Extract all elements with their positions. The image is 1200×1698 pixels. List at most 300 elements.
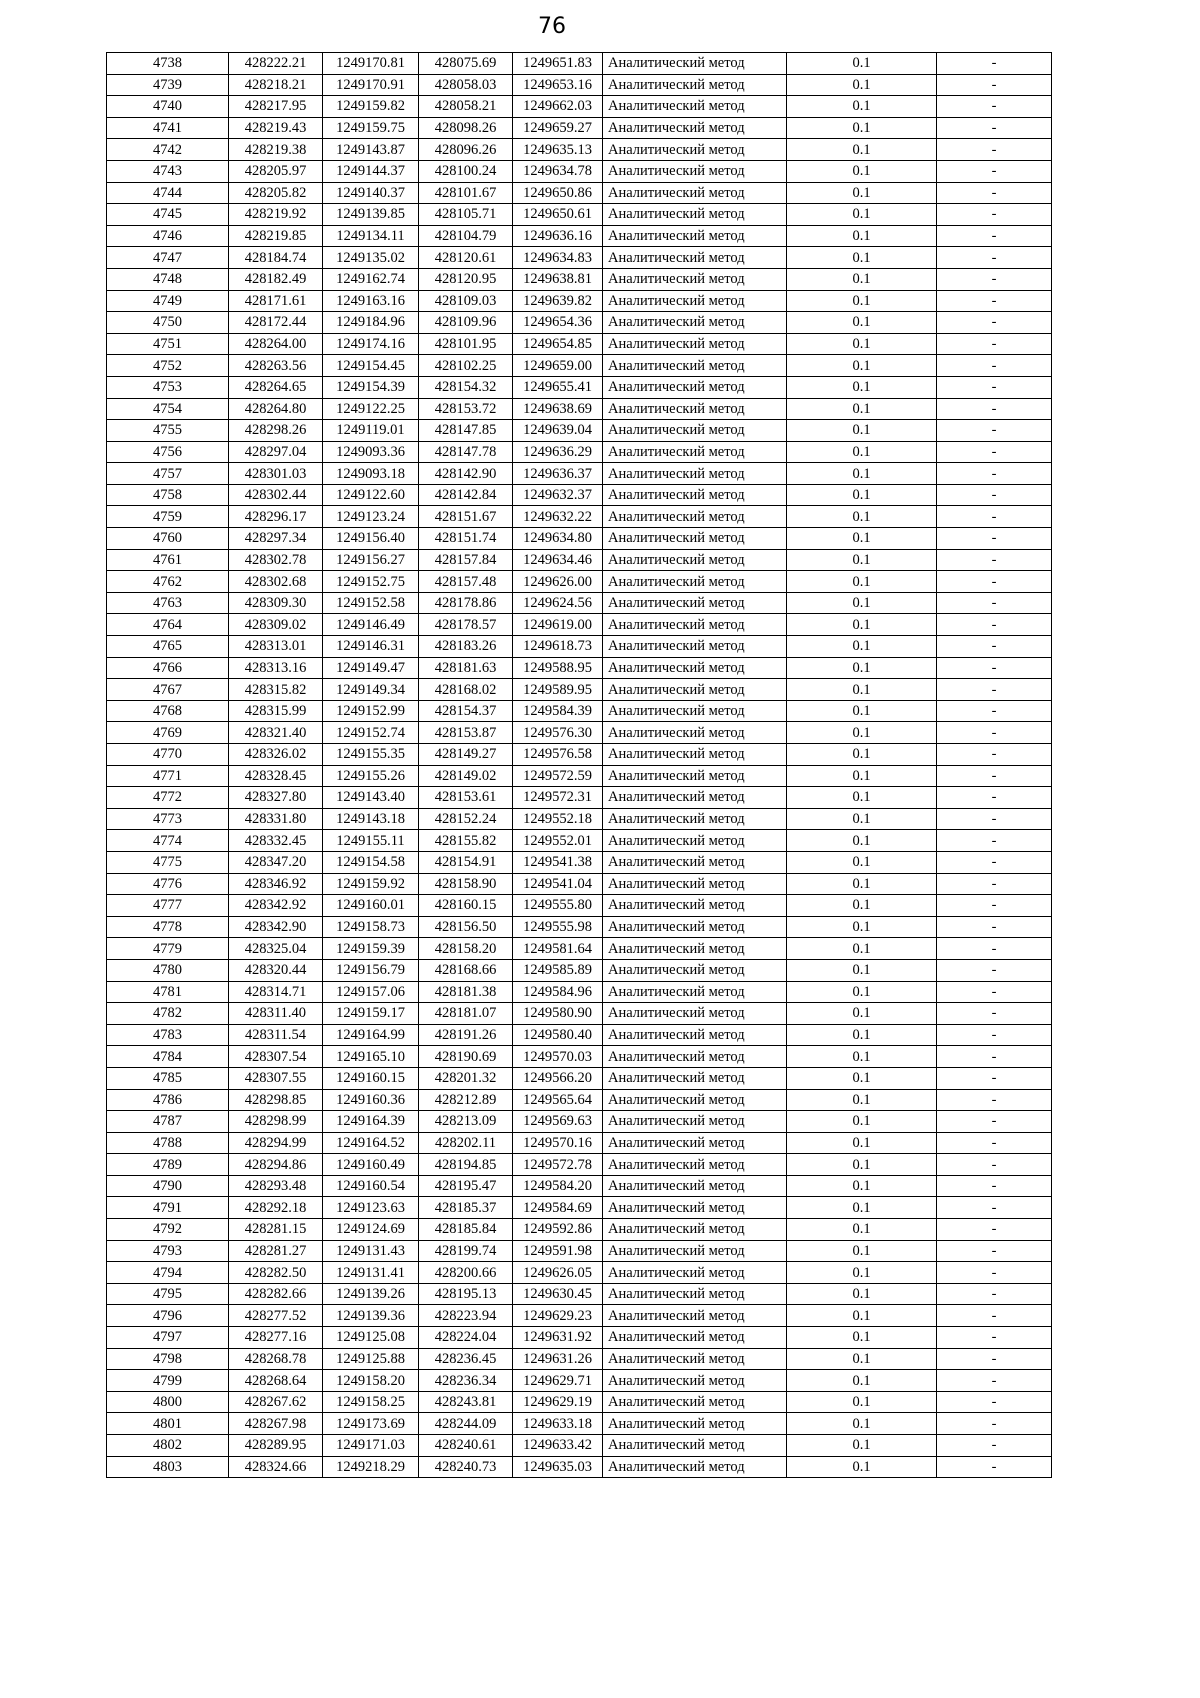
x1-cell: 428219.38	[229, 139, 323, 161]
accuracy-cell: 0.1	[787, 1219, 937, 1241]
method-cell: Аналитический метод	[603, 420, 787, 442]
table-row	[107, 1262, 1052, 1284]
y1-cell: 1249143.40	[323, 787, 419, 809]
x1-cell: 428293.48	[229, 1175, 323, 1197]
method-cell: Аналитический метод	[603, 247, 787, 269]
note-cell: -	[937, 225, 1052, 247]
y2-cell: 1249634.78	[513, 160, 603, 182]
y2-cell: 1249552.01	[513, 830, 603, 852]
x1-cell: 428297.34	[229, 528, 323, 550]
method-cell: Аналитический метод	[603, 53, 787, 75]
y1-cell: 1249155.35	[323, 744, 419, 766]
y2-cell: 1249580.90	[513, 1003, 603, 1025]
note-cell: -	[937, 1003, 1052, 1025]
point-number-cell: 4744	[107, 182, 229, 204]
x2-cell: 428200.66	[419, 1262, 513, 1284]
note-cell: -	[937, 981, 1052, 1003]
y1-cell: 1249157.06	[323, 981, 419, 1003]
y1-cell: 1249156.79	[323, 959, 419, 981]
table-row	[107, 463, 1052, 485]
table-row	[107, 1067, 1052, 1089]
accuracy-cell: 0.1	[787, 1435, 937, 1457]
table-row	[107, 204, 1052, 226]
x2-cell: 428201.32	[419, 1067, 513, 1089]
x2-cell: 428104.79	[419, 225, 513, 247]
note-cell: -	[937, 268, 1052, 290]
note-cell: -	[937, 959, 1052, 981]
note-cell: -	[937, 1175, 1052, 1197]
point-number-cell: 4802	[107, 1435, 229, 1457]
accuracy-cell: 0.1	[787, 571, 937, 593]
point-number-cell: 4788	[107, 1132, 229, 1154]
y2-cell: 1249581.64	[513, 938, 603, 960]
note-cell: -	[937, 873, 1052, 895]
table-row	[107, 938, 1052, 960]
table-row	[107, 916, 1052, 938]
point-number-cell: 4772	[107, 787, 229, 809]
y2-cell: 1249650.61	[513, 204, 603, 226]
accuracy-cell: 0.1	[787, 484, 937, 506]
accuracy-cell: 0.1	[787, 225, 937, 247]
y2-cell: 1249632.37	[513, 484, 603, 506]
accuracy-cell: 0.1	[787, 873, 937, 895]
x1-cell: 428346.92	[229, 873, 323, 895]
y1-cell: 1249163.16	[323, 290, 419, 312]
y2-cell: 1249659.00	[513, 355, 603, 377]
note-cell: -	[937, 1240, 1052, 1262]
y2-cell: 1249650.86	[513, 182, 603, 204]
accuracy-cell: 0.1	[787, 1327, 937, 1349]
y1-cell: 1249152.74	[323, 722, 419, 744]
x2-cell: 428120.95	[419, 268, 513, 290]
y1-cell: 1249124.69	[323, 1219, 419, 1241]
method-cell: Аналитический метод	[603, 787, 787, 809]
x1-cell: 428264.65	[229, 376, 323, 398]
y2-cell: 1249541.04	[513, 873, 603, 895]
y1-cell: 1249093.36	[323, 441, 419, 463]
y2-cell: 1249565.64	[513, 1089, 603, 1111]
note-cell: -	[937, 657, 1052, 679]
y1-cell: 1249143.87	[323, 139, 419, 161]
point-number-cell: 4791	[107, 1197, 229, 1219]
x2-cell: 428236.45	[419, 1348, 513, 1370]
x2-cell: 428199.74	[419, 1240, 513, 1262]
table-row	[107, 528, 1052, 550]
method-cell: Аналитический метод	[603, 830, 787, 852]
x2-cell: 428158.90	[419, 873, 513, 895]
y2-cell: 1249584.69	[513, 1197, 603, 1219]
method-cell: Аналитический метод	[603, 1240, 787, 1262]
y2-cell: 1249634.83	[513, 247, 603, 269]
method-cell: Аналитический метод	[603, 636, 787, 658]
y1-cell: 1249158.20	[323, 1370, 419, 1392]
accuracy-cell: 0.1	[787, 549, 937, 571]
method-cell: Аналитический метод	[603, 96, 787, 118]
x2-cell: 428224.04	[419, 1327, 513, 1349]
x1-cell: 428263.56	[229, 355, 323, 377]
y2-cell: 1249634.46	[513, 549, 603, 571]
table-row	[107, 679, 1052, 701]
note-cell: -	[937, 1370, 1052, 1392]
method-cell: Аналитический метод	[603, 657, 787, 679]
point-number-cell: 4771	[107, 765, 229, 787]
y1-cell: 1249170.81	[323, 53, 419, 75]
accuracy-cell: 0.1	[787, 1262, 937, 1284]
x2-cell: 428109.03	[419, 290, 513, 312]
point-number-cell: 4778	[107, 916, 229, 938]
y2-cell: 1249618.73	[513, 636, 603, 658]
table-row	[107, 744, 1052, 766]
method-cell: Аналитический метод	[603, 808, 787, 830]
accuracy-cell: 0.1	[787, 592, 937, 614]
point-number-cell: 4748	[107, 268, 229, 290]
y1-cell: 1249170.91	[323, 74, 419, 96]
x2-cell: 428185.37	[419, 1197, 513, 1219]
y1-cell: 1249159.17	[323, 1003, 419, 1025]
table-row	[107, 787, 1052, 809]
point-number-cell: 4755	[107, 420, 229, 442]
y2-cell: 1249584.96	[513, 981, 603, 1003]
accuracy-cell: 0.1	[787, 268, 937, 290]
y2-cell: 1249555.98	[513, 916, 603, 938]
note-cell: -	[937, 1435, 1052, 1457]
point-number-cell: 4790	[107, 1175, 229, 1197]
method-cell: Аналитический метод	[603, 1413, 787, 1435]
table-row	[107, 376, 1052, 398]
accuracy-cell: 0.1	[787, 312, 937, 334]
x1-cell: 428277.52	[229, 1305, 323, 1327]
accuracy-cell: 0.1	[787, 1067, 937, 1089]
y2-cell: 1249654.85	[513, 333, 603, 355]
table-body	[107, 53, 1052, 1478]
note-cell: -	[937, 722, 1052, 744]
y2-cell: 1249588.95	[513, 657, 603, 679]
table-row	[107, 268, 1052, 290]
table-row	[107, 1046, 1052, 1068]
accuracy-cell: 0.1	[787, 333, 937, 355]
x2-cell: 428098.26	[419, 117, 513, 139]
y2-cell: 1249633.18	[513, 1413, 603, 1435]
x2-cell: 428109.96	[419, 312, 513, 334]
x2-cell: 428100.24	[419, 160, 513, 182]
x2-cell: 428236.34	[419, 1370, 513, 1392]
y1-cell: 1249119.01	[323, 420, 419, 442]
y1-cell: 1249152.99	[323, 700, 419, 722]
table-row	[107, 139, 1052, 161]
method-cell: Аналитический метод	[603, 1024, 787, 1046]
y1-cell: 1249152.58	[323, 592, 419, 614]
x2-cell: 428154.91	[419, 851, 513, 873]
x1-cell: 428321.40	[229, 722, 323, 744]
method-cell: Аналитический метод	[603, 959, 787, 981]
x1-cell: 428219.43	[229, 117, 323, 139]
method-cell: Аналитический метод	[603, 1132, 787, 1154]
y2-cell: 1249631.26	[513, 1348, 603, 1370]
x1-cell: 428324.66	[229, 1456, 323, 1478]
x1-cell: 428297.04	[229, 441, 323, 463]
note-cell: -	[937, 1262, 1052, 1284]
x2-cell: 428120.61	[419, 247, 513, 269]
x1-cell: 428184.74	[229, 247, 323, 269]
accuracy-cell: 0.1	[787, 1305, 937, 1327]
y1-cell: 1249125.88	[323, 1348, 419, 1370]
method-cell: Аналитический метод	[603, 1435, 787, 1457]
table-row	[107, 1435, 1052, 1457]
point-number-cell: 4780	[107, 959, 229, 981]
table-row	[107, 1327, 1052, 1349]
point-number-cell: 4769	[107, 722, 229, 744]
table-row	[107, 895, 1052, 917]
y1-cell: 1249156.27	[323, 549, 419, 571]
x1-cell: 428219.92	[229, 204, 323, 226]
y2-cell: 1249629.71	[513, 1370, 603, 1392]
method-cell: Аналитический метод	[603, 895, 787, 917]
table-row	[107, 247, 1052, 269]
y2-cell: 1249630.45	[513, 1283, 603, 1305]
note-cell: -	[937, 700, 1052, 722]
point-number-cell: 4770	[107, 744, 229, 766]
x1-cell: 428311.54	[229, 1024, 323, 1046]
x2-cell: 428152.24	[419, 808, 513, 830]
accuracy-cell: 0.1	[787, 657, 937, 679]
note-cell: -	[937, 808, 1052, 830]
x2-cell: 428160.15	[419, 895, 513, 917]
table-row	[107, 1283, 1052, 1305]
method-cell: Аналитический метод	[603, 592, 787, 614]
method-cell: Аналитический метод	[603, 182, 787, 204]
method-cell: Аналитический метод	[603, 506, 787, 528]
point-number-cell: 4739	[107, 74, 229, 96]
x1-cell: 428332.45	[229, 830, 323, 852]
note-cell: -	[937, 1456, 1052, 1478]
accuracy-cell: 0.1	[787, 1046, 937, 1068]
note-cell: -	[937, 1197, 1052, 1219]
point-number-cell: 4742	[107, 139, 229, 161]
table-row	[107, 959, 1052, 981]
x2-cell: 428181.07	[419, 1003, 513, 1025]
x2-cell: 428240.61	[419, 1435, 513, 1457]
table-row	[107, 160, 1052, 182]
x1-cell: 428294.99	[229, 1132, 323, 1154]
x1-cell: 428182.49	[229, 268, 323, 290]
point-number-cell: 4800	[107, 1391, 229, 1413]
x1-cell: 428218.21	[229, 74, 323, 96]
x2-cell: 428075.69	[419, 53, 513, 75]
y2-cell: 1249580.40	[513, 1024, 603, 1046]
table-row	[107, 1456, 1052, 1478]
y1-cell: 1249156.40	[323, 528, 419, 550]
method-cell: Аналитический метод	[603, 1305, 787, 1327]
x1-cell: 428309.30	[229, 592, 323, 614]
y1-cell: 1249093.18	[323, 463, 419, 485]
point-number-cell: 4784	[107, 1046, 229, 1068]
point-number-cell: 4782	[107, 1003, 229, 1025]
point-number-cell: 4767	[107, 679, 229, 701]
y2-cell: 1249632.22	[513, 506, 603, 528]
x1-cell: 428307.54	[229, 1046, 323, 1068]
note-cell: -	[937, 333, 1052, 355]
table-row	[107, 851, 1052, 873]
y1-cell: 1249154.58	[323, 851, 419, 873]
y1-cell: 1249218.29	[323, 1456, 419, 1478]
x1-cell: 428296.17	[229, 506, 323, 528]
table-row	[107, 355, 1052, 377]
x2-cell: 428168.66	[419, 959, 513, 981]
method-cell: Аналитический метод	[603, 916, 787, 938]
method-cell: Аналитический метод	[603, 1111, 787, 1133]
y2-cell: 1249639.04	[513, 420, 603, 442]
note-cell: -	[937, 895, 1052, 917]
x1-cell: 428289.95	[229, 1435, 323, 1457]
x1-cell: 428320.44	[229, 959, 323, 981]
y2-cell: 1249589.95	[513, 679, 603, 701]
x2-cell: 428101.95	[419, 333, 513, 355]
point-number-cell: 4801	[107, 1413, 229, 1435]
accuracy-cell: 0.1	[787, 765, 937, 787]
y2-cell: 1249636.37	[513, 463, 603, 485]
accuracy-cell: 0.1	[787, 722, 937, 744]
note-cell: -	[937, 117, 1052, 139]
x2-cell: 428147.78	[419, 441, 513, 463]
accuracy-cell: 0.1	[787, 938, 937, 960]
x2-cell: 428223.94	[419, 1305, 513, 1327]
method-cell: Аналитический метод	[603, 1197, 787, 1219]
note-cell: -	[937, 463, 1052, 485]
x2-cell: 428153.87	[419, 722, 513, 744]
note-cell: -	[937, 916, 1052, 938]
accuracy-cell: 0.1	[787, 1370, 937, 1392]
accuracy-cell: 0.1	[787, 53, 937, 75]
point-number-cell: 4775	[107, 851, 229, 873]
table-row	[107, 700, 1052, 722]
method-cell: Аналитический метод	[603, 355, 787, 377]
x1-cell: 428205.97	[229, 160, 323, 182]
point-number-cell: 4756	[107, 441, 229, 463]
table-row	[107, 614, 1052, 636]
x2-cell: 428195.13	[419, 1283, 513, 1305]
y1-cell: 1249159.75	[323, 117, 419, 139]
y2-cell: 1249576.58	[513, 744, 603, 766]
x2-cell: 428194.85	[419, 1154, 513, 1176]
point-number-cell: 4781	[107, 981, 229, 1003]
y1-cell: 1249123.24	[323, 506, 419, 528]
method-cell: Аналитический метод	[603, 1219, 787, 1241]
y2-cell: 1249626.05	[513, 1262, 603, 1284]
x1-cell: 428342.90	[229, 916, 323, 938]
note-cell: -	[937, 182, 1052, 204]
y2-cell: 1249655.41	[513, 376, 603, 398]
accuracy-cell: 0.1	[787, 614, 937, 636]
point-number-cell: 4798	[107, 1348, 229, 1370]
note-cell: -	[937, 441, 1052, 463]
method-cell: Аналитический метод	[603, 225, 787, 247]
y1-cell: 1249146.49	[323, 614, 419, 636]
x2-cell: 428157.84	[419, 549, 513, 571]
x1-cell: 428298.99	[229, 1111, 323, 1133]
accuracy-cell: 0.1	[787, 679, 937, 701]
y2-cell: 1249651.83	[513, 53, 603, 75]
table-row	[107, 1003, 1052, 1025]
y2-cell: 1249662.03	[513, 96, 603, 118]
y2-cell: 1249572.31	[513, 787, 603, 809]
table-row	[107, 441, 1052, 463]
coordinates-table	[106, 52, 1052, 1478]
y1-cell: 1249160.54	[323, 1175, 419, 1197]
x2-cell: 428181.38	[419, 981, 513, 1003]
y1-cell: 1249140.37	[323, 182, 419, 204]
point-number-cell: 4777	[107, 895, 229, 917]
accuracy-cell: 0.1	[787, 1111, 937, 1133]
x2-cell: 428155.82	[419, 830, 513, 852]
note-cell: -	[937, 1154, 1052, 1176]
x2-cell: 428190.69	[419, 1046, 513, 1068]
table-row	[107, 873, 1052, 895]
y2-cell: 1249541.38	[513, 851, 603, 873]
y1-cell: 1249144.37	[323, 160, 419, 182]
point-number-cell: 4787	[107, 1111, 229, 1133]
point-number-cell: 4776	[107, 873, 229, 895]
x1-cell: 428298.26	[229, 420, 323, 442]
accuracy-cell: 0.1	[787, 398, 937, 420]
accuracy-cell: 0.1	[787, 1456, 937, 1478]
y2-cell: 1249570.03	[513, 1046, 603, 1068]
method-cell: Аналитический метод	[603, 981, 787, 1003]
x1-cell: 428302.44	[229, 484, 323, 506]
table-row	[107, 1413, 1052, 1435]
point-number-cell: 4774	[107, 830, 229, 852]
table-row	[107, 830, 1052, 852]
x2-cell: 428149.27	[419, 744, 513, 766]
method-cell: Аналитический метод	[603, 204, 787, 226]
note-cell: -	[937, 96, 1052, 118]
table-row	[107, 225, 1052, 247]
note-cell: -	[937, 312, 1052, 334]
note-cell: -	[937, 506, 1052, 528]
y1-cell: 1249122.25	[323, 398, 419, 420]
x1-cell: 428171.61	[229, 290, 323, 312]
note-cell: -	[937, 1283, 1052, 1305]
y1-cell: 1249154.45	[323, 355, 419, 377]
note-cell: -	[937, 744, 1052, 766]
method-cell: Аналитический метод	[603, 851, 787, 873]
table-row	[107, 981, 1052, 1003]
note-cell: -	[937, 139, 1052, 161]
accuracy-cell: 0.1	[787, 74, 937, 96]
x1-cell: 428217.95	[229, 96, 323, 118]
table-row	[107, 182, 1052, 204]
y1-cell: 1249159.92	[323, 873, 419, 895]
x2-cell: 428212.89	[419, 1089, 513, 1111]
accuracy-cell: 0.1	[787, 830, 937, 852]
y2-cell: 1249638.69	[513, 398, 603, 420]
point-number-cell: 4773	[107, 808, 229, 830]
x2-cell: 428183.26	[419, 636, 513, 658]
x2-cell: 428168.02	[419, 679, 513, 701]
y1-cell: 1249155.26	[323, 765, 419, 787]
table-row	[107, 290, 1052, 312]
accuracy-cell: 0.1	[787, 441, 937, 463]
table-row	[107, 1154, 1052, 1176]
x2-cell: 428178.86	[419, 592, 513, 614]
accuracy-cell: 0.1	[787, 1003, 937, 1025]
x2-cell: 428153.61	[419, 787, 513, 809]
note-cell: -	[937, 549, 1052, 571]
accuracy-cell: 0.1	[787, 247, 937, 269]
y2-cell: 1249636.29	[513, 441, 603, 463]
method-cell: Аналитический метод	[603, 1283, 787, 1305]
point-number-cell: 4751	[107, 333, 229, 355]
y1-cell: 1249154.39	[323, 376, 419, 398]
